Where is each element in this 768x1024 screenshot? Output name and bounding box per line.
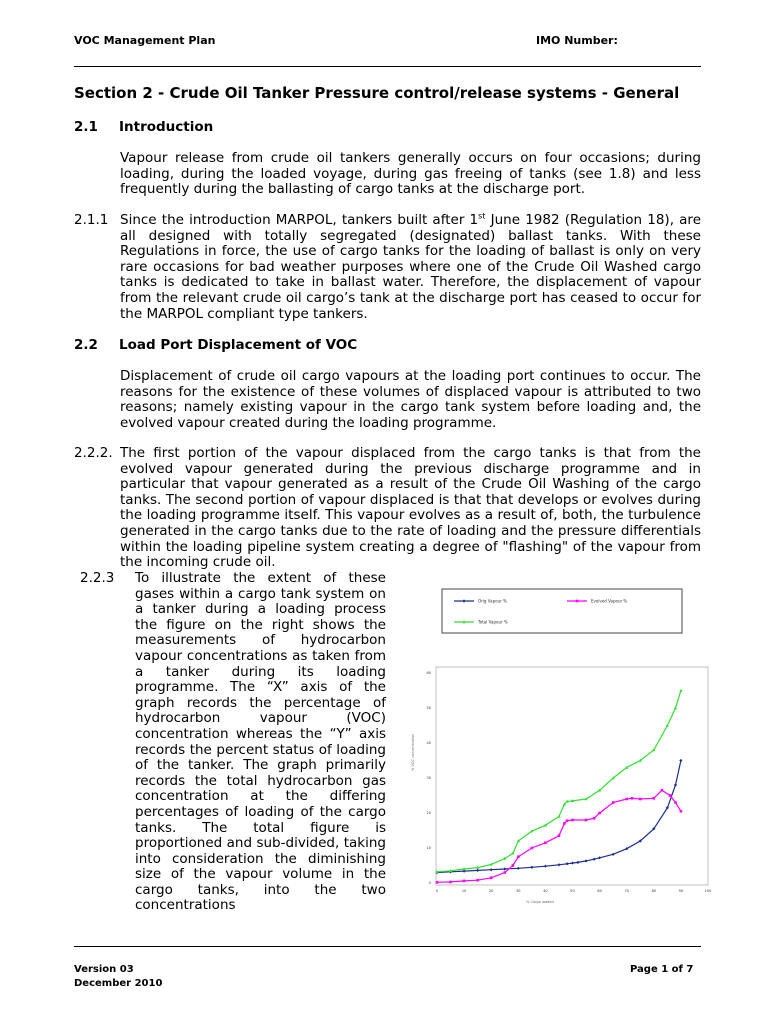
legend-label: Total Vapour % [478, 619, 508, 625]
data-point [544, 865, 547, 868]
data-point [674, 783, 677, 786]
header-rule [74, 66, 701, 67]
y-tick-label: 20 [426, 811, 431, 815]
data-point [517, 855, 520, 858]
x-tick-label: 90 [678, 889, 684, 893]
footer-version: Version 03 [74, 964, 134, 975]
data-point [679, 759, 682, 762]
data-point [585, 819, 588, 822]
data-point [674, 801, 677, 804]
chart-legend [442, 589, 682, 633]
data-point [476, 869, 479, 872]
data-point [463, 880, 466, 883]
data-point [563, 822, 566, 825]
data-point [593, 858, 596, 861]
data-point [680, 810, 683, 813]
data-point [490, 868, 493, 871]
heading-text: Introduction [119, 119, 214, 135]
paragraph-2-2-2: The first portion of the vapour displaced from the cargo tanks is that from the evolved vapour generated during the previous discharge programme and in particular that vapour generated as a result of the Crude Oil Washing of the cargo tanks. The second portion of vapour displaced is that that develops or evolves during the loading programme itself. This vapour evolves as a result of, both, the turbulence generated in the cargo tanks due to the rate of loading and the pressure differentials within the loading pipeline system creating a degree of "flashing" of the vapour from the incoming crude oil. [120, 445, 701, 571]
y-tick-label: 50 [426, 706, 431, 710]
footer-date: December 2010 [74, 978, 163, 989]
x-tick-label: 10 [461, 889, 467, 893]
header-imo-number: IMO Number: [536, 34, 618, 47]
x-tick-label: 70 [624, 889, 629, 893]
data-point [593, 817, 596, 820]
paragraph-2-2: Displacement of crude oil cargo vapours at the loading port continues to occur. The reasons for the existence of these volumes of displaced vapour is attributed to two reasons; namely existing vapour in the cargo tank system before loading and, the evolved vapour created during the loading programme. [120, 368, 701, 431]
data-point [517, 867, 520, 870]
x-tick-label: 100 [704, 889, 712, 893]
x-tick-label: 60 [597, 889, 602, 893]
data-point [679, 689, 682, 692]
data-point [639, 798, 642, 801]
y-tick-label: 30 [426, 776, 431, 780]
data-point [530, 866, 533, 869]
heading-text: Load Port Displacement of VOC [119, 337, 358, 353]
x-tick-label: 80 [651, 889, 657, 893]
data-point [674, 706, 677, 709]
data-point [661, 789, 664, 792]
x-tick-label: 30 [516, 889, 521, 893]
heading-2-2 [74, 337, 357, 353]
data-point [669, 794, 672, 797]
data-point [557, 863, 560, 866]
data-point [566, 819, 569, 822]
data-point [490, 876, 493, 879]
series-line-2 [437, 691, 681, 872]
x-tick-label: 0 [435, 889, 439, 893]
data-point [612, 853, 615, 856]
data-point [584, 859, 587, 862]
x-tick-label: 20 [488, 889, 494, 893]
data-point [531, 847, 534, 850]
data-point [571, 819, 574, 822]
plot-area [436, 667, 708, 885]
paragraph-2-2-3: To illustrate the extent of these gases within a cargo tank system on a tanker during a loading process the figure on the right shows the measurements of hydrocarbon vapour concentrations as taken from a tanker during its loading programme. The “X” axis of the graph records the percentage of hydrocarbon vapour (VOC) concentration whereas the “Y” axis records the percent status of loading of the tanker. The graph primarily records the total hydrocarbon gas concentration at the differing percentages of loading of the cargo tanks. The total figure is proportioned and sub-divided, taking into consideration the diminishing size of the vapour volume in the cargo tanks, into the two concentrations [135, 570, 386, 914]
legend-label: Evolved Vapour % [591, 598, 628, 604]
heading-number: 2.2 [74, 337, 98, 353]
footer-page-number: Page 1 of 7 [630, 964, 694, 975]
data-point [503, 871, 506, 874]
paragraph-2-1: Vapour release from crude oil tankers generally occurs on four occasions; during loading, during the loaded voyage, during gas freeing of tanks (see 1.8) and less frequently during the ballasting of cargo tanks at the discharge port. [120, 150, 701, 198]
superscript: st [478, 211, 486, 221]
legend-marker [576, 600, 579, 603]
data-point [558, 834, 561, 837]
header-title: VOC Management Plan [74, 34, 216, 47]
paragraph-text: June 1982 (Regulation 18), are all designed with totally segregated (designated) ballast tanks. With these Regulations in force, the use of cargo tanks for the loading of ballast is only on very rare occasions for bad weather purposes where one of the Crude Oil Washed cargo tanks is dedicated to take in ballast water. Therefore, the displacement of vapour from the relevant crude oil cargo’s tank at the discharge port has ceased to occur for the MARPOL compliant type tankers. [120, 212, 701, 322]
paragraph-2-1-1 [120, 213, 701, 322]
y-tick-label: 60 [426, 671, 431, 675]
data-point [449, 881, 452, 884]
data-point [436, 881, 439, 884]
section-title: Section 2 - Crude Oil Tanker Pressure control/release systems - General [74, 84, 680, 102]
data-point [476, 879, 479, 882]
y-tick-label: 40 [426, 741, 431, 745]
y-axis-label: % VOC concentration [411, 733, 415, 771]
y-tick-label: 10 [426, 846, 431, 850]
paragraph-text: Since the introduction MARPOL, tankers built after 1 [120, 212, 479, 228]
x-axis-label: % Cargo loaded [526, 900, 554, 904]
x-tick-label: 50 [570, 889, 575, 893]
x-tick-label: 40 [543, 889, 548, 893]
y-tick-label: 0 [428, 881, 431, 885]
data-point [631, 797, 634, 800]
data-point [598, 812, 601, 815]
data-point [565, 862, 568, 865]
data-point [653, 797, 656, 800]
data-point [598, 856, 601, 859]
paragraph-number: 2.1.1 [74, 212, 109, 228]
footer-rule [74, 946, 701, 947]
data-point [512, 864, 515, 867]
data-point [571, 861, 574, 864]
data-point [544, 841, 547, 844]
heading-2-1 [74, 119, 213, 135]
legend-label: Orig Vapour % [478, 598, 507, 604]
data-point [612, 801, 615, 804]
paragraph-number: 2.2.2. [74, 445, 113, 461]
data-point [576, 861, 579, 864]
paragraph-number: 2.2.3 [80, 570, 115, 586]
voc-concentration-chart [402, 581, 712, 906]
data-point [625, 798, 628, 801]
heading-number: 2.1 [74, 119, 98, 135]
data-point [503, 867, 506, 870]
